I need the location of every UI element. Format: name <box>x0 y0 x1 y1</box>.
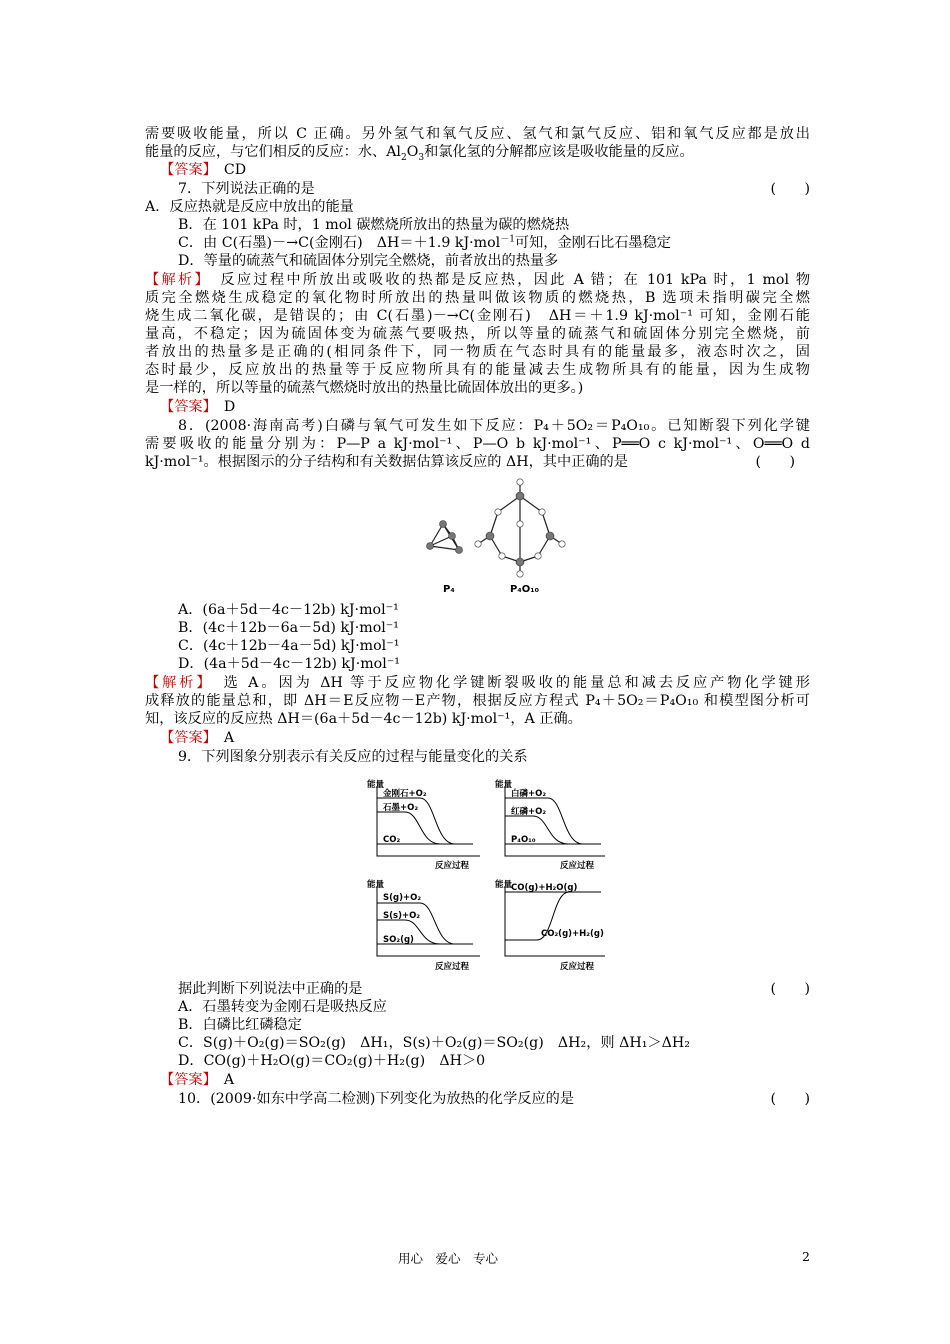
footer-motto: 用心 爱心 专心 <box>398 1251 499 1266</box>
g3-label-3: SO₂(g) <box>383 935 414 945</box>
intro-line-2c: 和氯化氢的分解都应该是吸收能量的反应。 <box>424 144 694 160</box>
p4o10-atom-o <box>539 509 545 515</box>
analysis-label: 【解析】 <box>145 272 204 288</box>
intro-line-2: 能量的反应，与它们相反的反应：水、$Al_2O_3$和氯化氢的分解都应该是吸收能量的反应。 <box>145 144 694 163</box>
q9-answer-line: 【答案】 A <box>160 1072 235 1088</box>
intro-line-2a: 能量的反应，与它们相反的反应：水、Al <box>145 144 401 160</box>
q9-lead: 据此判断下列说法中正确的是 ( ) <box>178 981 810 997</box>
g2-axis-y: 能量 <box>495 780 513 790</box>
g2-label-3: P₄O₁₀ <box>511 835 536 845</box>
q7-analysis-7: 是一样的，所以等量的硫蒸气燃烧时放出的热量比硫固体放出的更多。) <box>145 380 584 396</box>
q10-stem: 10．(2009·如东中学高二检测)下列变化为放热的化学反应的是 ( ) <box>178 1091 810 1107</box>
q9-answer: A <box>223 1072 235 1088</box>
q7-blank: ( ) <box>770 181 810 197</box>
q7-analysis-4: 量高，不稳定；因为硫固体变为硫蒸气要吸热，所以等量的硫蒸气和硫固体分别完全燃烧，前 <box>145 326 810 342</box>
q7-answer: D <box>223 399 236 415</box>
p4o10-atom-o <box>517 571 523 577</box>
g3-axis-y: 能量 <box>367 880 385 890</box>
g1-label-3: CO₂ <box>383 835 401 845</box>
q7-analysis-2: 质完全燃烧生成稳定的氧化物时所放出的热量叫做该物质的燃烧热，B 选项未指明碳完全燃 <box>145 290 810 306</box>
p4-atom <box>456 547 463 554</box>
g4-label-2: CO₂(g)+H₂(g) <box>541 929 604 939</box>
q8-blank: ( ) <box>755 454 795 470</box>
q8-stem-3: kJ·mol⁻¹。根据图示的分子结构和有关数据估算该反应的 ΔH，其中正确的是 ( ) <box>145 454 795 470</box>
g3-axis-x: 反应过程 <box>435 962 470 972</box>
g1-label-2: 石墨+O₂ <box>383 803 419 813</box>
energy-graphs-figure <box>365 778 615 973</box>
p4-atom <box>449 533 456 540</box>
q7-answer-line: 【答案】 D <box>160 399 236 415</box>
page-number: 2 <box>802 1249 810 1264</box>
q7-stem: 7．下列说法正确的是 ( ) <box>178 181 810 197</box>
g4-axis-y: 能量 <box>495 880 513 890</box>
q8-answer: A <box>223 730 235 746</box>
g3-label-2: S(s)+O₂ <box>383 911 421 921</box>
q8-answer-line: 【答案】 A <box>160 730 235 746</box>
g4-axes <box>505 886 605 956</box>
q8-option-c: C．(4c＋12b－4a－5d) kJ·mol⁻¹ <box>178 638 400 654</box>
p4-atom <box>427 543 434 550</box>
q9-option-a: A．石墨转变为金刚石是吸热反应 <box>178 999 387 1015</box>
p4o10-atom-p <box>516 492 524 500</box>
q8-option-b: B．(4c＋12b－6a－5d) kJ·mol⁻¹ <box>178 620 399 636</box>
q9-stem: 9．下列图象分别表示有关反应的过程与能量变化的关系 <box>178 749 528 765</box>
q10-blank: ( ) <box>770 1091 810 1107</box>
fig-label-p4o10: P₄O₁₀ <box>510 584 539 595</box>
p4o10-atom-o <box>517 479 523 485</box>
p4o10-atom-o <box>535 553 541 559</box>
g4-axis-x: 反应过程 <box>560 962 595 972</box>
q9-option-c: C．S(g)＋O₂(g)＝SO₂(g) ΔH₁，S(s)＋O₂(g)＝SO₂(g) ΔH₂，则 ΔH₁＞ΔH₂ <box>178 1035 690 1051</box>
p4-atom <box>440 521 447 528</box>
q8-stem-2: 需要吸收的能量分别为：P—P a kJ·mol⁻¹、P—O b kJ·mol⁻¹、P══O c kJ·mol⁻¹、O══O d <box>145 436 810 452</box>
q6-answer: CD <box>223 162 247 178</box>
g1-label-1: 金刚石+O₂ <box>383 789 427 799</box>
q7-option-c: C．由 C(石墨)－→C(金刚石) ΔH＝＋1.9 kJ·mol$^{-1}$可知，金刚石比石墨稳定 <box>178 234 671 251</box>
p4o10-atom-p <box>546 532 554 540</box>
q6-answer-line <box>160 161 825 179</box>
q7-option-b: B．在 101 kPa 时，1 mol 碳燃烧所放出的热量为碳的燃烧热 <box>178 217 570 233</box>
p4o10-atom-o <box>559 541 565 547</box>
g2-label-1: 白磷+O₂ <box>511 789 547 799</box>
fig-label-p4: P₄ <box>443 584 455 595</box>
g2-axis-x: 反应过程 <box>560 861 595 871</box>
g3-label-1: S(g)+O₂ <box>383 893 422 903</box>
q9-option-d: D．CO(g)＋H₂O(g)＝CO₂(g)＋H₂(g) ΔH＞0 <box>178 1053 486 1069</box>
g1-axis-y: 能量 <box>367 780 385 790</box>
q7-analysis-5: 者放出的热量多是正确的(相同条件下，同一物质在气态时具有的能量最多，液态时次之，固 <box>145 344 810 360</box>
q8-option-a: A．(6a＋5d－4c－12b) kJ·mol⁻¹ <box>178 602 399 618</box>
q7-analysis-1: 【解析】 反应过程中所放出或吸收的热都是反应热，因此 A 错；在 101 kPa 时，1 mol 物 <box>145 272 811 288</box>
g1-axis-x: 反应过程 <box>435 861 470 871</box>
q9-option-b: B．白磷比红磷稳定 <box>178 1017 302 1033</box>
q9-blank: ( ) <box>770 981 810 997</box>
p4o10-atom-o <box>495 509 501 515</box>
q8-stem-1: 8．(2008·海南高考)白磷与氧气可发生如下反应：P₄＋5O₂＝P₄O₁₀。已知断裂下列化学键 <box>178 418 810 434</box>
p4o10-atom-o <box>499 553 505 559</box>
intro-line-2b: O <box>406 144 419 160</box>
p4o10-atom-p <box>486 532 494 540</box>
q8-analysis-1: 【解析】 选 A。因为 ΔH 等于反应物化学键断裂吸收的能量总和减去反应产物化学键形 <box>145 675 810 691</box>
q7-analysis-6: 态时最少，反应放出的热量等于反应物所具有的能量减去生成物所具有的能量，因为生成物 <box>145 362 810 378</box>
answer-label: 【答案】 <box>160 162 210 178</box>
intro-line-1: 需要吸收能量，所以 C 正确。另外氢气和氧气反应、氢气和氯气反应、铝和氧气反应都是放出 <box>145 126 810 142</box>
q7-option-d: D．等量的硫蒸气和硫固体分别完全燃烧，前者放出的热量多 <box>178 253 559 269</box>
p4o10-atom-o <box>475 541 481 547</box>
p4-molecule-figure <box>410 474 570 599</box>
q8-option-d: D．(4a＋5d－4c－12b) kJ·mol⁻¹ <box>178 656 400 672</box>
p4o10-atom-p <box>516 558 524 566</box>
q7-option-a: A．反应热就是反应中放出的能量 <box>145 199 354 215</box>
g2-label-2: 红磷+O₂ <box>511 807 547 817</box>
g4-label-1: CO(g)+H₂O(g) <box>511 883 578 893</box>
q8-analysis-3: 知，该反应的反应热 ΔH＝(6a＋5d－4c－12b) kJ·mol⁻¹，A 正确。 <box>145 711 582 727</box>
q8-analysis-2: 成释放的能量总和，即 ΔH＝E反应物－E产物，根据反应方程式 P₄＋5O₂＝P₄O₁₀ 和模型图分析可 <box>145 693 810 709</box>
p4o10-atom-o <box>517 521 523 527</box>
q7-analysis-3: 烧生成二氧化碳，是错误的；由 C(石墨)－→C(金刚石) ΔH＝＋1.9 kJ·mol⁻¹ 可知，金刚石能 <box>145 308 810 324</box>
